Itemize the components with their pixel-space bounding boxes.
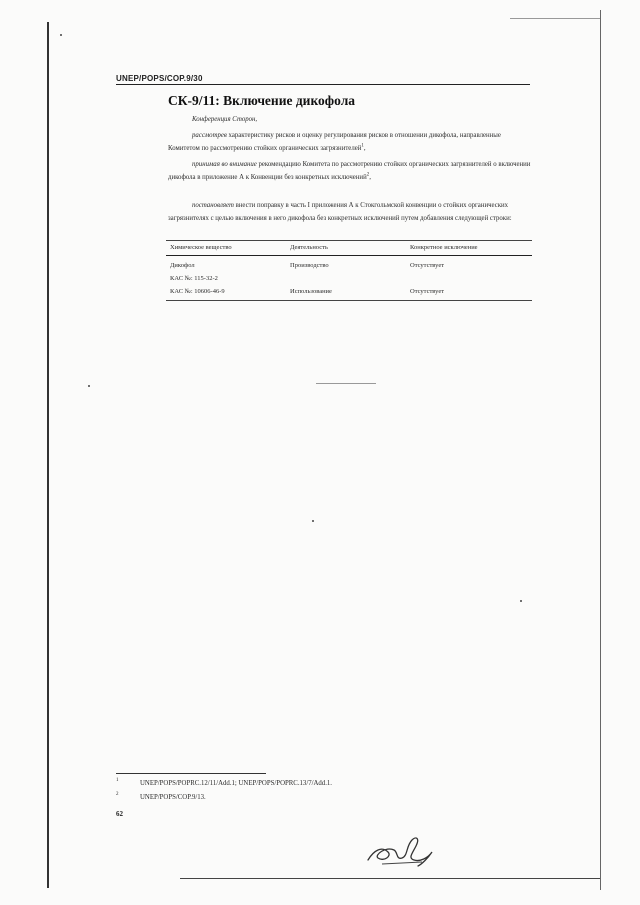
considering-lead: рассмотрев <box>192 132 227 139</box>
page-number: 62 <box>116 810 123 818</box>
scan-speck <box>60 34 62 36</box>
header-rule <box>116 84 530 85</box>
footnote-ref-1: 1 <box>361 143 364 149</box>
table-row <box>166 272 532 285</box>
paragraph-decides <box>168 199 534 225</box>
scan-top-edge <box>510 18 600 19</box>
scan-right-border <box>600 10 601 890</box>
table-bottom-rule <box>166 300 532 301</box>
table-cell: Отсутствует <box>410 262 445 269</box>
scan-mid-mark <box>316 383 376 384</box>
preamble-text: Конференция Сторон, <box>192 116 258 123</box>
decides-text: внести поправку в часть I приложения А к Стокгольмской конвенции о стойких органических загрязнителях с целью включения в него дикофола без конкретных исключений путем добавления следующей строки: <box>168 202 512 222</box>
table-cell: КАС №: 10606-46-9 <box>170 288 225 295</box>
noting-text: рекомендацию Комитета по рассмотрению стойких органических загрязнителей о включении дикофола в приложение А к Конвенции без конкретных исключений <box>168 161 531 181</box>
table-header <box>166 240 532 256</box>
table-cell: Дикофол <box>170 262 195 269</box>
paragraph-noting: принимая во внимание рекомендацию Комитета по рассмотрению стойких органических загрязнителей о включении дикофола в приложение А к Конвенции без конкретных исключений$^2$, <box>168 161 531 181</box>
footnote-ref-2: 2 <box>366 172 370 178</box>
considering-text: характеристику рисков и оценку регулирования рисков в отношении дикофола, направленные Комитетом по рассмотрению стойких органических загрязнителей <box>168 132 501 152</box>
table-cell: Использование <box>290 288 332 295</box>
decides-lead: постановляет <box>192 202 234 209</box>
scan-speck <box>520 600 522 602</box>
footnote-number: 2 <box>116 792 119 797</box>
amendment-table <box>166 240 532 298</box>
header-activity: Деятельность <box>290 244 328 251</box>
scan-speck <box>88 385 90 387</box>
header-chemical: Химическое вещество <box>170 244 232 251</box>
footnote-number: 1 <box>116 778 119 783</box>
footnote-rule <box>116 773 266 774</box>
decision-title: СК-9/11: Включение дикофола <box>168 93 356 108</box>
footnote-text: UNEP/POPS/POPRC.12/11/Add.1; UNEP/POPS/POPRC.13/7/Add.1. <box>140 780 333 787</box>
header-exemption: Конкретное исключение <box>410 244 478 251</box>
scan-speck <box>312 520 314 522</box>
footnote-text: UNEP/POPS/COP.9/13. <box>140 794 206 801</box>
table-cell: Отсутствует <box>410 288 445 295</box>
document-id: UNEP/POPS/COP.9/30 <box>116 74 203 83</box>
table-row <box>166 259 532 272</box>
handwritten-signature <box>362 828 442 872</box>
table-row <box>166 285 532 298</box>
scan-bottom-edge <box>180 878 600 879</box>
paragraph-considering: рассмотрев характеристику рисков и оценку регулирования рисков в отношении дикофола, направленные Комитетом по рассмотрению стойких органических загрязнителей$^1$, <box>168 132 501 152</box>
paragraph-preamble <box>168 113 534 126</box>
table-cell: КАС №: 115-32-2 <box>170 275 218 282</box>
table-cell: Производство <box>290 262 329 269</box>
scan-left-border <box>47 22 49 888</box>
noting-lead: принимая во внимание <box>192 161 257 168</box>
